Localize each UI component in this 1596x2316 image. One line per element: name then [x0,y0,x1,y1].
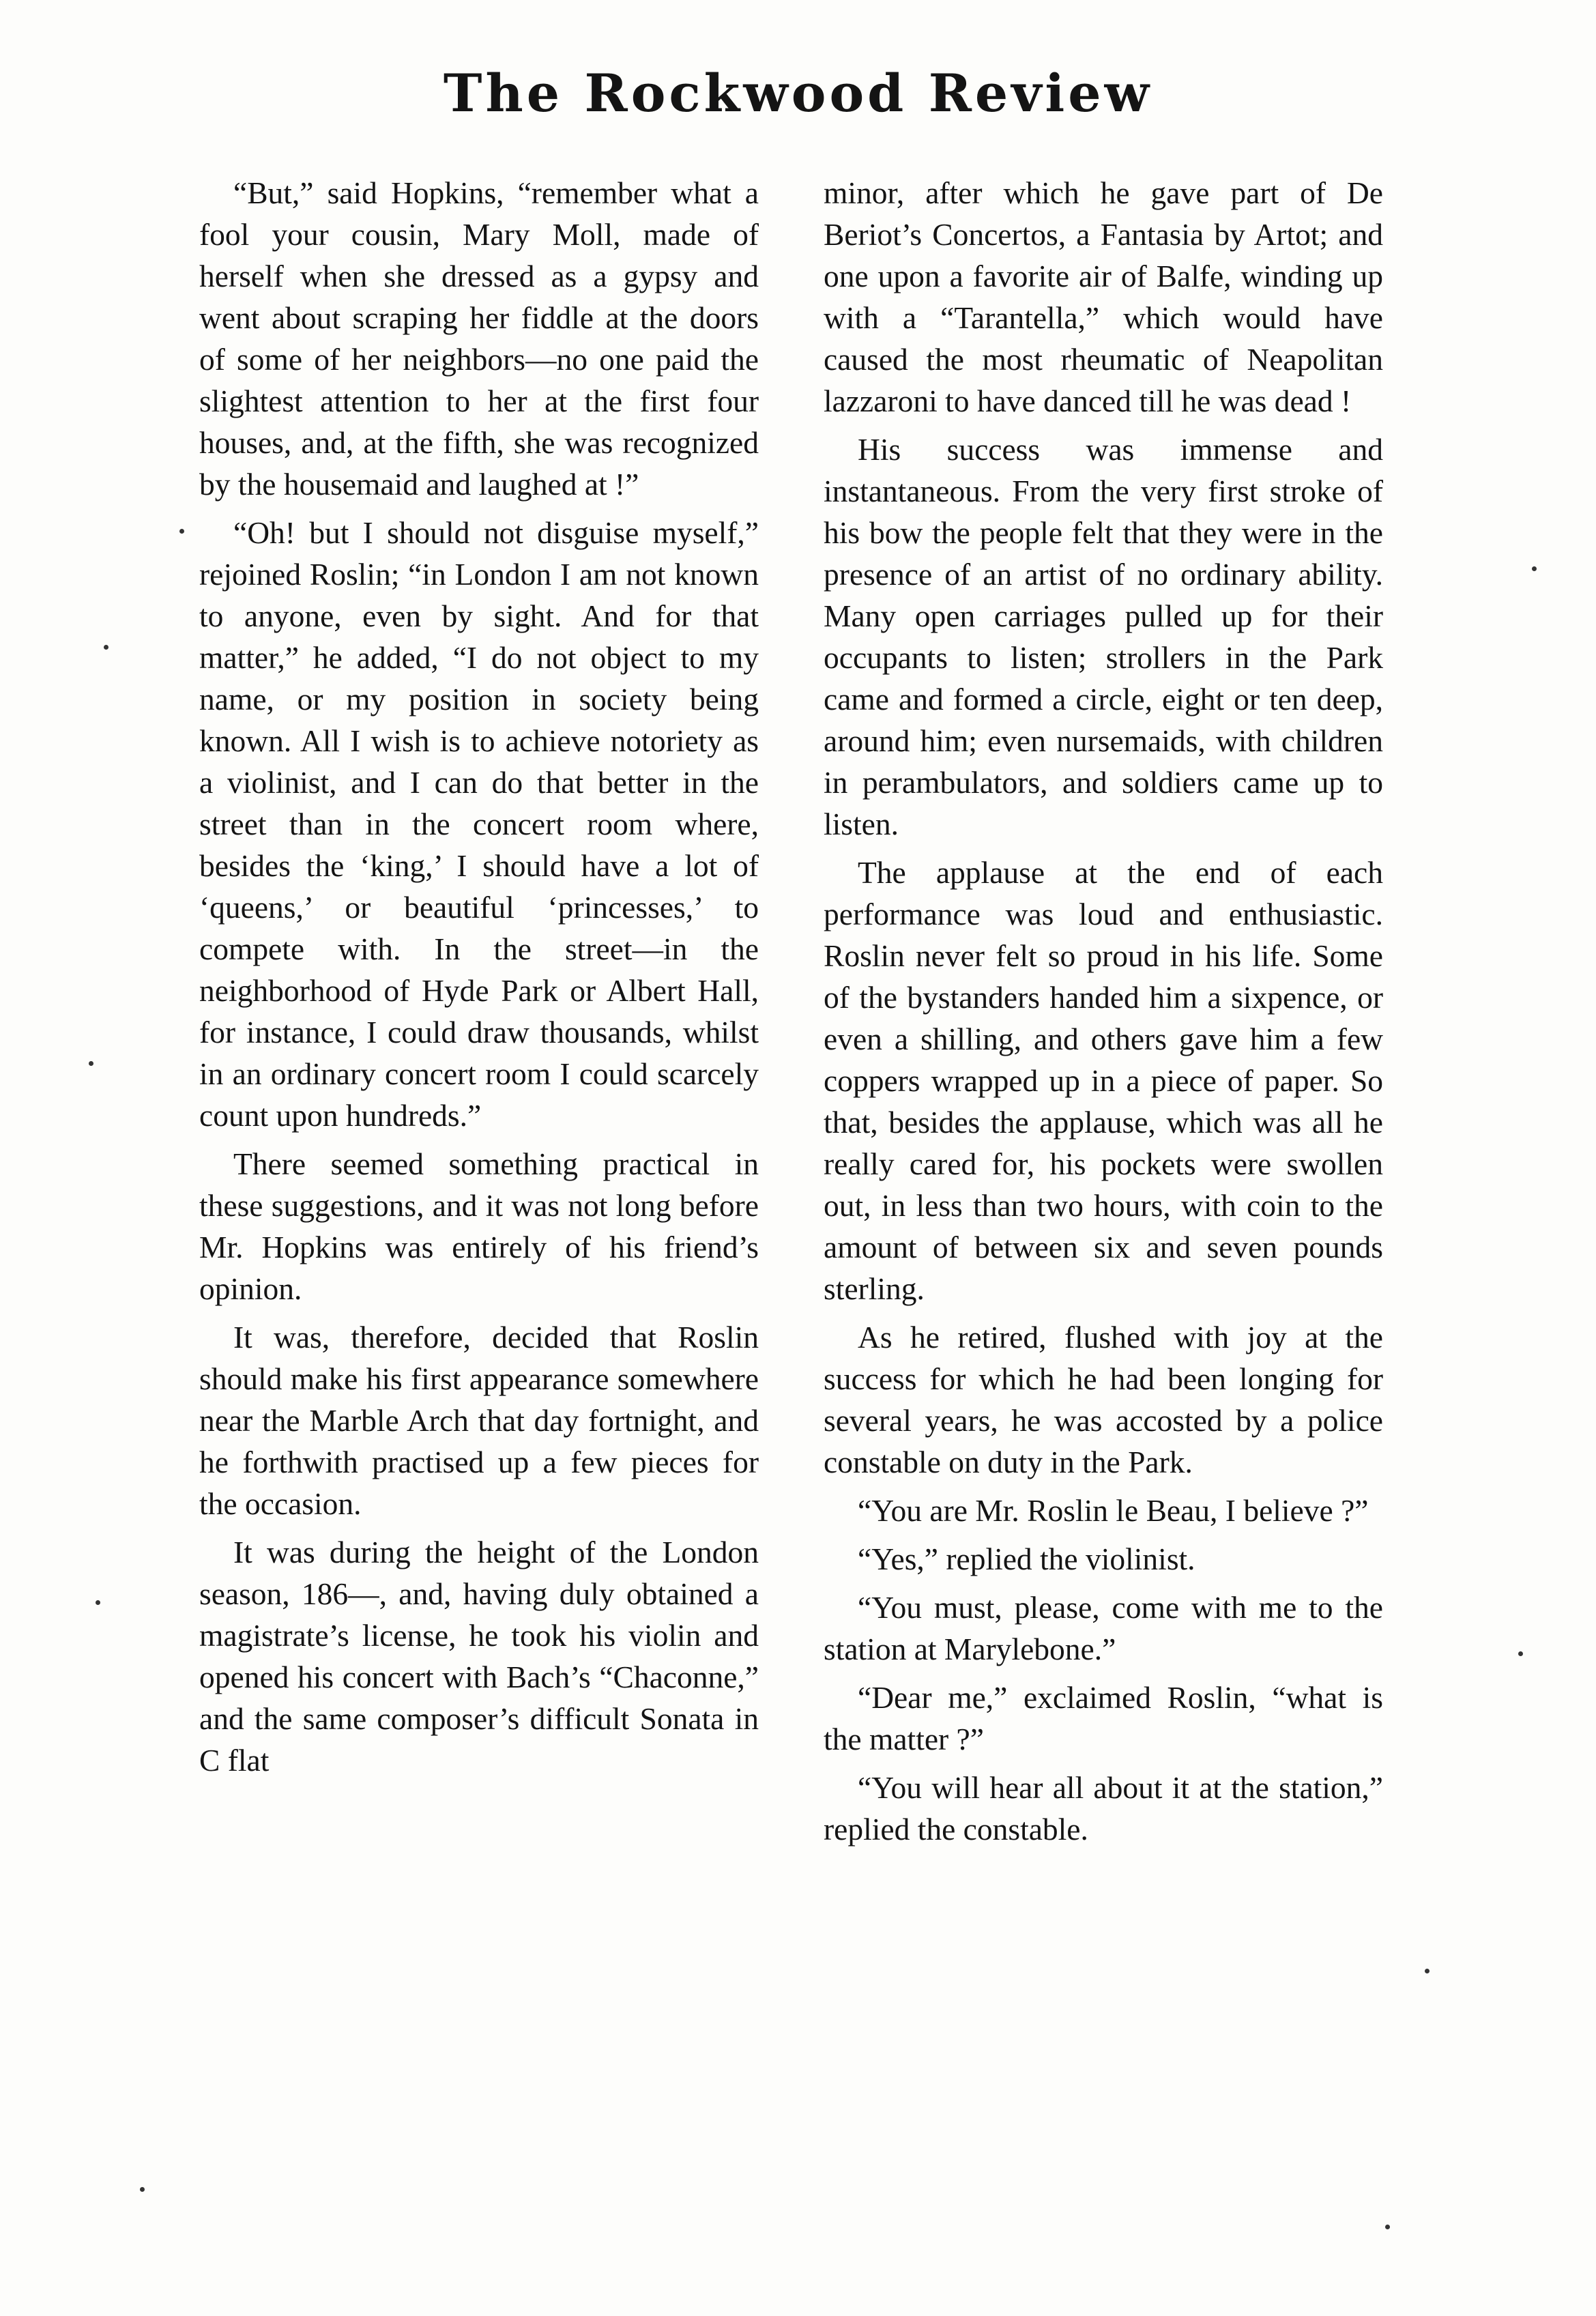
paragraph: There seemed something practical in these suggestions, and it was not long before Mr. Hopkins was entirely of his friend’s opinion. [199,1146,759,1306]
paragraph: The applause at the end of each performance was loud and enthusiastic. Roslin never felt so proud in his life. Some of the bystanders handed him a sixpence, or even a shilling, and others gave him a few coppers wrapped up in a piece of paper. So that, besides the applause, which was all he really cared for, his pockets were swollen out, in less than two hours, with coin to the amount of between six and seven pounds sterling. [824,855,1383,1306]
paragraph: His success was immense and instantaneous. From the very first stroke of his bow the people felt that they were in the presence of an artist of no ordinary ability. Many open carriages pulled up for their occupants to listen; strollers in the Park came and formed a circle, eight or ten deep, around him; even nursemaids, with children in perambulators, and soldiers came up to listen. [824,432,1383,841]
print-speck [89,1061,93,1066]
print-speck [140,2187,145,2192]
dialogue-line: “Dear me,” exclaimed Roslin, “what is the matter ?” [824,1680,1383,1756]
dialogue-line: “You are Mr. Roslin le Beau, I believe ?” [858,1493,1369,1528]
dialogue-line: “You must, please, come with me to the station at Marylebone.” [824,1590,1383,1666]
print-speck [1532,566,1537,571]
print-speck [179,529,184,534]
dialogue-line: “You will hear all about it at the station,” replied the constable. [824,1770,1383,1847]
print-speck [1518,1651,1523,1656]
publication-title: The Rockwood Review [443,63,1153,124]
paragraph: As he retired, flushed with joy at the success for which he had been longing for several years, he was accosted by a police constable on duty in the Park. [824,1320,1383,1479]
right-column [824,172,1383,1857]
paragraph: It was during the height of the London season, 186—, and, having duly obtained a magistrate’s license, he took his violin and opened his concert with Bach’s “Chaconne,” and the same composer’s difficult Sonata in C flat [199,1535,759,1778]
continued-paragraph: minor, after which he gave part of De Beriot’s Concertos, a Fantasia by Artot; and one upon a favorite air of Balfe, winding up with a “Tarantella,” which would have caused the most rheumatic of Neapolitan lazzaroni to have danced till he was dead ! [824,175,1383,418]
paragraph: “Oh! but I should not disguise myself,” rejoined Roslin; “in London I am not known to anyone, even by sight. And for that matter,” he added, “I do not object to my name, or my position in society being known. All I wish is to achieve notoriety as a violinist, and I can do that better in the street than in the concert room where, besides the ‘king,’ I should have a lot of ‘queens,’ or beautiful ‘princesses,’ to compete with. In the street—in the neighborhood of Hyde Park or Albert Hall, for instance, I could draw thousands, whilst in an ordinary concert room I could scarcely count upon hundreds.” [199,515,759,1133]
print-speck [1385,2225,1390,2229]
print-speck [96,1600,100,1605]
left-column [199,172,759,1788]
dialogue-line: “Yes,” replied the violinist. [858,1541,1195,1576]
print-speck [1425,1969,1430,1973]
paragraph: “But,” said Hopkins, “remember what a fool your cousin, Mary Moll, made of herself when she dressed as a gypsy and went about scraping her fiddle at the doors of some of her neighbors—no one paid the slightest attention to her at the first four houses, and, at the fifth, she was recognized by the housemaid and laughed at !” [199,175,759,502]
print-speck [104,645,108,650]
paragraph: It was, therefore, decided that Roslin should make his first appearance somewhere near the Marble Arch that day fortnight, and he forthwith practised up a few pieces for the occasion. [199,1320,759,1521]
